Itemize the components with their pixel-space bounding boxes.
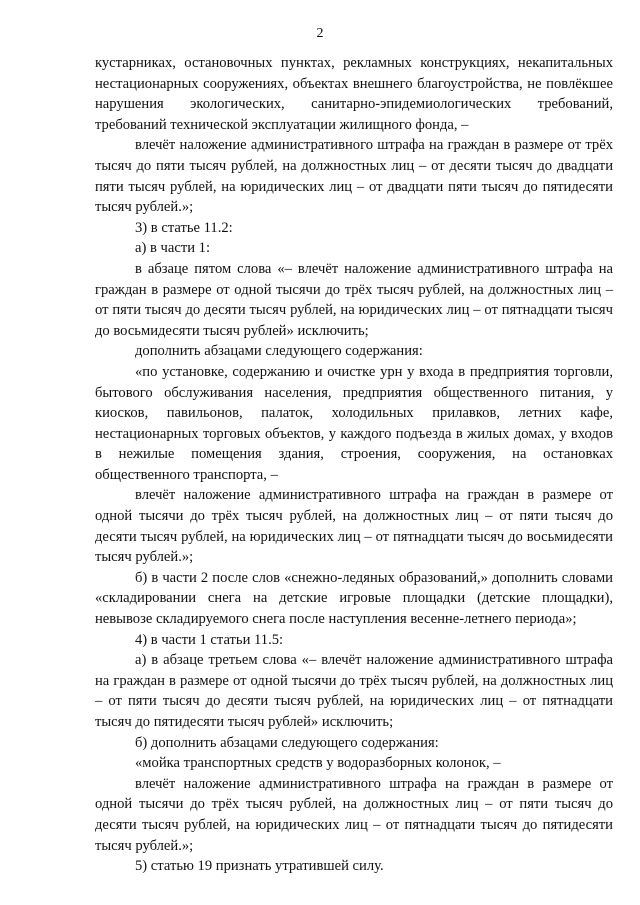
document-body <box>95 53 613 877</box>
paragraph-car-wash: «мойка транспортных средств у водоразборных колонок, – <box>135 755 501 772</box>
paragraph-penalty-11-5: влечёт наложение административного штрафа на граждан в размере от одной тысячи до трёх тысяч рублей, на должностных лиц – от пяти тысяч до десяти тысяч рублей, на юридических лиц – от пятнадцати тысяч до пятидесяти тысяч рублей.»; <box>95 775 613 854</box>
paragraph-subitem-b-add: б) дополнить абзацами следующего содержания: <box>135 734 439 751</box>
paragraph-add-abzacy: дополнить абзацами следующего содержания: <box>135 343 423 360</box>
paragraph-urns: «по установке, содержанию и очистке урн у входа в предприятия торговли, бытового обслуживания населения, предприятия общественного питания, у киосков, павильонов, палаток, холодильных прилавков, летних кафе, нестационарных торговых объектов, у каждого подъезда в жилых домах, у входов в нежилые помещения здания, строения, сооружения, на остановках общественного транспорта, – <box>95 363 613 483</box>
paragraph-item-4: 4) в части 1 статьи 11.5: <box>135 631 284 648</box>
paragraph-abzac-5: в абзаце пятом слова «– влечёт наложение административного штрафа на граждан в размере от одной тысячи до трёх тысяч рублей, на должностных лиц – от пяти тысяч до десяти тысяч рублей, на юридических лиц – от пятнадцати тысяч до восьмидесяти тысяч рублей» исключить; <box>95 260 613 339</box>
paragraph-subitem-a: а) в части 1: <box>135 240 211 257</box>
paragraph-item-3: 3) в статье 11.2: <box>135 219 233 236</box>
paragraph-penalty-11-1: влечёт наложение административного штрафа на граждан в размере от трёх тысяч до пяти тысяч рублей, на должностных лиц – от десяти тысяч до двадцати пяти тысяч рублей, на юридических лиц – от двадцати пяти тысяч до пятидесяти тысяч рублей.»; <box>95 137 613 216</box>
page-number: 2 <box>316 26 324 41</box>
paragraph-continuation: кустарниках, остановочных пунктах, рекламных конструкциях, некапитальных нестационарных сооружениях, объектах внешнего благоустройства, не повлёкшее нарушения экологических, санитарно-эпидемиологических требований, требований технической эксплуатации жилищного фонда, – <box>95 55 613 133</box>
paragraph-item-5: 5) статью 19 признать утратившей силу. <box>135 858 384 875</box>
paragraph-penalty-11-2: влечёт наложение административного штрафа на граждан в размере от одной тысячи до трёх тысяч рублей, на должностных лиц – от пяти тысяч до десяти тысяч рублей, на юридических лиц – от пятнадцати тысяч до восьмидесяти тысяч рублей.»; <box>95 487 613 566</box>
paragraph-subitem-b-snow: б) в части 2 после слов «снежно-ледяных образований,» дополнить словами «складировании снега на детские игровые площадки (детские площадки), невывозе складируемого снега после наступления весенне-летнего периода»; <box>95 569 613 628</box>
paragraph-abzac-3: а) в абзаце третьем слова «– влечёт наложение административного штрафа на граждан в размере от одной тысячи до трёх тысяч рублей, на должностных лиц – от пяти тысяч до десяти тысяч рублей, на юридических лиц – от пятнадцати тысяч до пятидесяти тысяч рублей» исключить; <box>95 652 613 730</box>
